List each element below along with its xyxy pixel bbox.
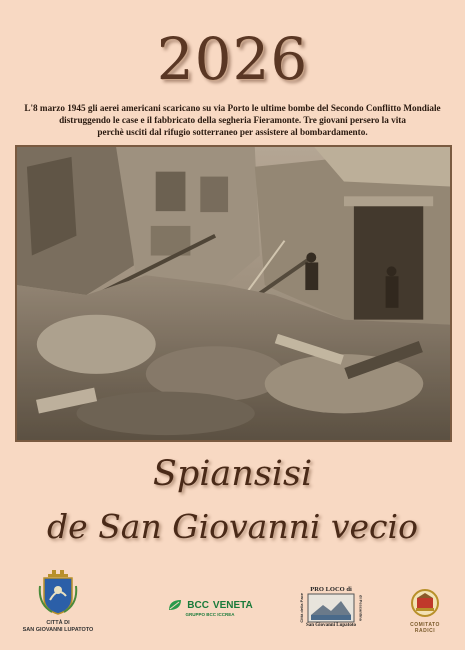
- comitato-line-1: COMITATO: [410, 622, 440, 628]
- historic-photo: [15, 145, 452, 442]
- comitato-line-2: RADICI: [414, 628, 436, 634]
- caption-line-3: perchè usciti dal rifugio sotterraneo per assistere al bombardamento.: [97, 127, 368, 137]
- proloco-emblem-icon: [307, 593, 355, 623]
- caption-line-1: L'8 marzo 1945 gli aerei americani scaricano su via Porto le ultime bombe del Secondo Conflitto Mondiale: [24, 103, 441, 113]
- calendar-title-line-2: de San Giovanni vecio: [47, 507, 418, 546]
- bombed-ruins-image: [17, 147, 450, 440]
- proloco-logo: [296, 586, 366, 628]
- caption-line-2: distruggendo le case e il fabbricato della segheria Fieramonte. Tre giovani persero la vita: [59, 115, 406, 125]
- comitato-radici-logo: [400, 588, 450, 634]
- calendar-year: 2026: [156, 25, 309, 93]
- comune-logo: [12, 568, 104, 633]
- coat-of-arms-icon: [38, 568, 78, 616]
- comitato-emblem-icon: [408, 588, 442, 618]
- bcc-bank: BCC: [187, 599, 209, 611]
- proloco-head: PRO LOCO di: [310, 586, 352, 593]
- sponsor-logos: [0, 568, 465, 650]
- bcc-leaf-icon: [167, 598, 183, 612]
- proloco-right-text: di Pescantina: [358, 595, 364, 621]
- proloco-foot: San Giovanni Lupatoto: [305, 623, 357, 628]
- bcc-veneta-logo: [160, 598, 260, 617]
- bcc-group: GRUPPO BCC ICCREA: [185, 612, 235, 617]
- proloco-left-text: Città della Pace: [298, 593, 304, 623]
- photo-caption: [10, 102, 455, 138]
- bcc-name: VENETA: [212, 599, 253, 611]
- comune-line-1: CITTÀ DI: [46, 620, 70, 626]
- calendar-title-line-1: Spiansisi: [152, 454, 313, 494]
- comune-line-2: SAN GIOVANNI LUPATOTO: [22, 626, 94, 633]
